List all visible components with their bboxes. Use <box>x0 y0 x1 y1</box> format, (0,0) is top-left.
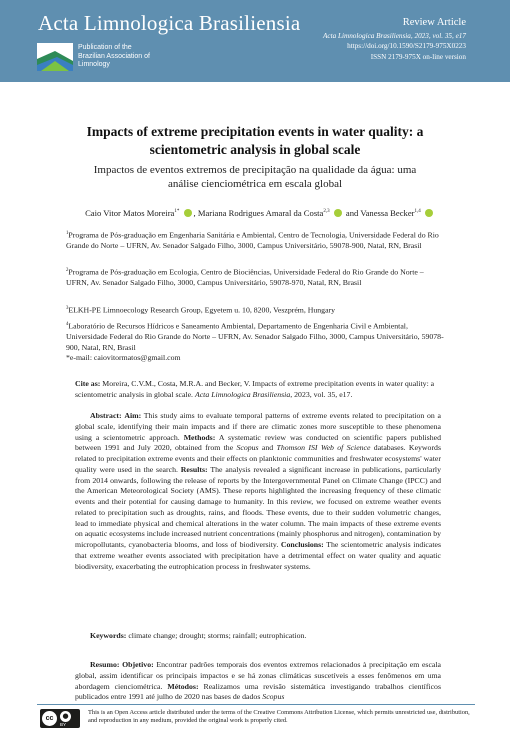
cc-icon: cc <box>42 711 57 726</box>
journal-name: Acta Limnologica Brasiliensia <box>38 11 301 35</box>
cc-by-license-icon[interactable]: cc ● BY <box>40 709 80 728</box>
orcid-icon[interactable] <box>184 209 192 217</box>
article-title: Impacts of extreme precipitation events in water quality: a scientometric analysis in global scale <box>86 124 424 157</box>
abl-logo-icon <box>37 43 73 71</box>
issn: ISSN 2179-975X on-line version <box>370 52 466 61</box>
affiliation: $^1$Programa de Pós-graduação em Engenharia Sanitária e Ambiental, Centro de Tecnologia, Universidade Federal do Rio Grande do Norte – UFRN, Av. Senador Salgado Filho, 3000, Campus Universitário, 59078-900, Natal, RN, Brasil <box>66 230 439 251</box>
affiliation: $^4$Laboratório de Recursos Hídricos e Saneamento Ambiental, Departamento de Engenharia Civil e Ambiental, Universidade Federal do Rio Grande do Norte – UFRN, Av. Senador Salgado Filho, 3000, Campus Universitário, 59078-900, Natal, RN, Brasil <box>66 321 444 352</box>
cite-as: Cite as: Moreira, C.V.M., Costa, M.R.A. and Becker, V. Impacts of extreme precipitation events in water quality: a scientometric analysis in global scale. Acta Limnologica Brasiliensia, 2023, vol. 35, e17. <box>75 379 435 399</box>
corresponding-email[interactable]: *e-mail: caiovitormatos@gmail.com <box>66 353 181 362</box>
orcid-icon[interactable] <box>425 209 433 217</box>
affiliation: $^2$Programa de Pós-graduação em Ecologia, Centro de Biociências, Universidade Federal do Rio Grande do Norte – UFRN, Av. Senador Salgado Filho, 3000, Campus Universitário, 59078-970, Natal, RN, Brasil <box>66 267 424 288</box>
doi-link[interactable]: https://doi.org/10.1590/S2179-975X0223 <box>347 42 466 51</box>
author-name: Mariana Rodrigues Amaral da Costa <box>197 208 324 218</box>
affiliation: $^3$ELKH-PE Limnoecology Research Group, Egyetem u. 10, 8200, Veszprém, Hungary <box>66 305 336 315</box>
orcid-icon[interactable] <box>334 209 342 217</box>
article-meta <box>323 16 466 62</box>
author-list: Caio Vitor Matos Moreira$^{1*}$ , Mariana Rodrigues Amaral da Costa$^{2,3}$ and Vanessa Becker$^{1,4}$ <box>30 208 490 218</box>
publisher-note: Publication of the Brazilian Association of Limnology <box>78 44 150 69</box>
author-name: Vanessa Becker <box>360 208 415 218</box>
journal-header <box>0 0 510 82</box>
footer-divider <box>37 704 475 705</box>
license-text: This is an Open Access article distributed under the terms of the Creative Commons Attribution License, which permits unrestricted use, distribution, and reproduction in any medium, provided the original work is properly cited. <box>88 709 470 725</box>
article-subtitle: Impactos de eventos extremos de precipitação na qualidade da água: uma análise cienciométrica em escala global <box>93 164 417 190</box>
abstract: Abstract: Aim: This study aims to evaluate temporal patterns of extreme events related to precipitation on a global scale, identifying their main impacts and if there are climatic zones more susceptible to these phenomena using a scientometric approach. Methods: A systematic review was conducted on scientific papers published between 1991 and July 2020, obtained from the Scopus and Thomson ISI Web of Science databases. Keywords related to precipitation extreme events and their effects on planktonic communities and freshwater ecosystems' water quality were used in the search. Results: The analysis revealed a significant increase in publications, particularly from 2014 onwards, following the release of reports by the Intergovernmental Panel on Climate Change (IPCC) and the American Meteorological Society (AMS). These reports highlighted the increasing frequency of these climatic events and their potential for causing damage to humanity. In this review, we focused on extreme weather events related to precipitation such as droughts, rains, and floods. These events, due to their sudden volumetric changes, lead to immediate physical and chemical alterations in the water column. The main impacts of these extreme events on aquatic ecosystems include increased nutrient concentrations (mainly phosphorus and nitrogen), contamination by micropollutants, cyanobacteria blooms, and loss of biodiversity. Conclusions: The scientometric analysis indicates that extreme weather events associated with precipitation have a detrimental effect on water quality and aquatic biodiversity, exacerbating the eutrophication process in freshwater systems. <box>75 411 441 571</box>
article-type: Review Article <box>402 17 466 28</box>
keywords: Keywords: climate change; drought; storms; rainfall; eutrophication. <box>90 631 307 640</box>
resumo: Resumo: Objetivo: Encontrar padrões temporais dos eventos extremos relacionados à precipitação em escala global, assim identificar os principais impactos e se há zonas climáticas suscetíveis a esses fenômenos em uma abordagem cienciométrica. Métodos: Realizamos uma revisão sistemática investigando trabalhos científicos publicados entre 1991 até julho de 2020 nas bases de dados Scopus <box>75 660 441 702</box>
person-icon: ● <box>60 711 71 722</box>
author-name: Caio Vitor Matos Moreira <box>85 208 175 218</box>
journal-citation: Acta Limnologica Brasiliensia, 2023, vol. 35, e17 <box>323 32 466 40</box>
